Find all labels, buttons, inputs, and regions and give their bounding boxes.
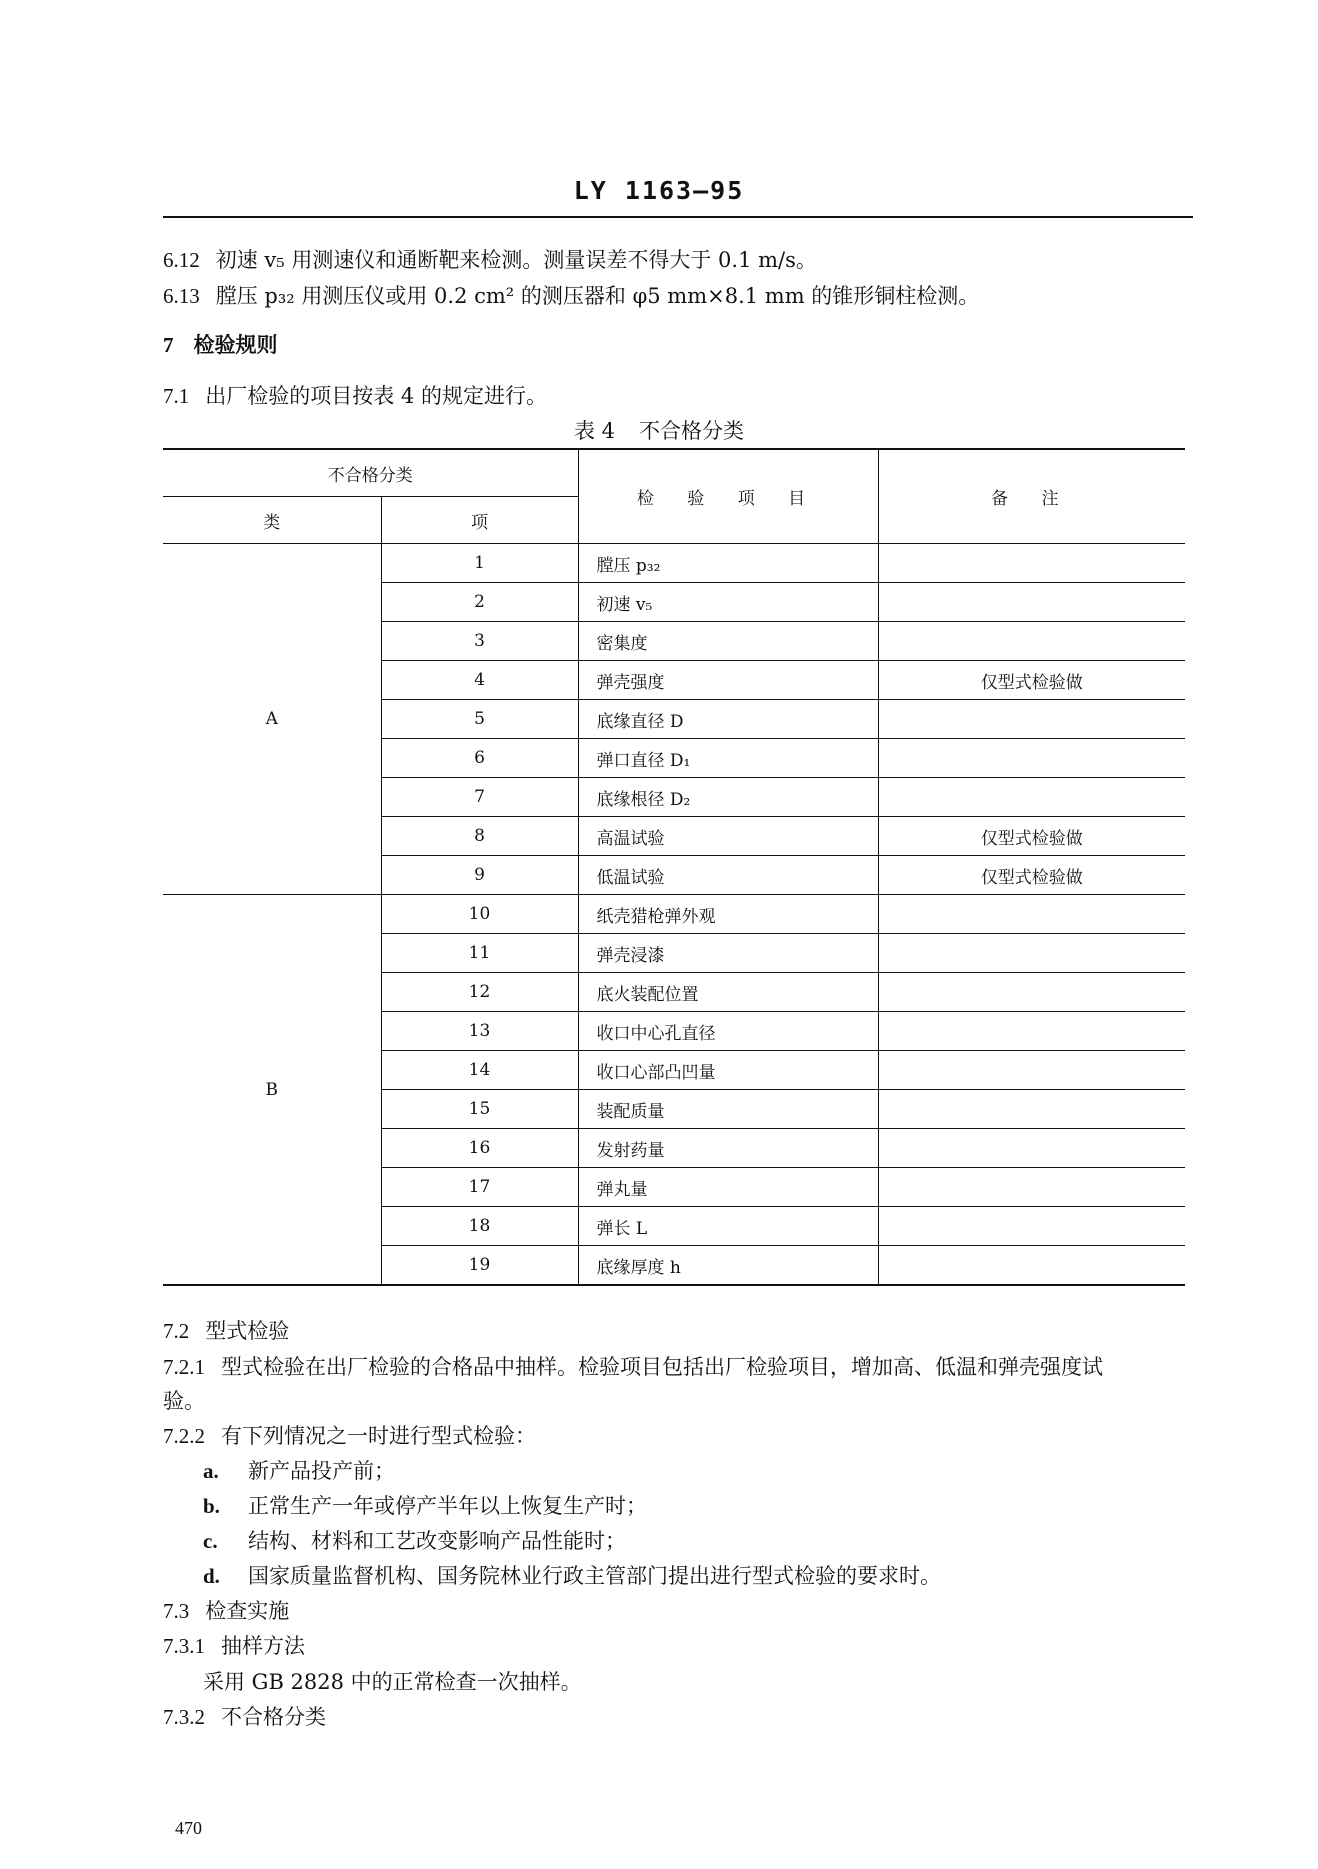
header-class: 类 xyxy=(163,497,381,544)
item-number-cell: 16 xyxy=(381,1129,578,1168)
header-group: 不合格分类 xyxy=(163,449,578,497)
inspection-item-cell: 弹口直径 D₁ xyxy=(578,739,878,778)
item-number-cell: 5 xyxy=(381,700,578,739)
clause-text: 出厂检验的项目按表 4 的规定进行。 xyxy=(205,384,547,408)
remark-cell: 仅型式检验做 xyxy=(878,856,1185,895)
remark-cell xyxy=(878,1129,1185,1168)
clause-text: 检查实施 xyxy=(205,1599,290,1623)
clause-7-2-1 xyxy=(163,1351,1103,1381)
clause-text: 初速 v₅ 用测速仪和通断靶来检测。测量误差不得大于 0.1 m/s。 xyxy=(215,248,817,272)
list-item-d xyxy=(203,1560,941,1590)
remark-cell xyxy=(878,583,1185,622)
clause-6-13 xyxy=(163,280,979,310)
clause-6-12 xyxy=(163,244,817,274)
remark-cell xyxy=(878,895,1185,934)
remark-cell xyxy=(878,973,1185,1012)
inspection-item-cell: 膛压 p₃₂ xyxy=(578,544,878,583)
remark-cell xyxy=(878,700,1185,739)
item-number-cell: 15 xyxy=(381,1090,578,1129)
table-title: 不合格分类 xyxy=(639,419,745,443)
list-marker: d. xyxy=(203,1564,220,1588)
item-number-cell: 8 xyxy=(381,817,578,856)
header-rule xyxy=(163,216,1193,218)
clause-number: 6.13 xyxy=(163,284,200,308)
class-a-cell: A xyxy=(163,544,381,895)
section-7-heading xyxy=(163,329,278,359)
list-marker: a. xyxy=(203,1459,219,1483)
item-number-cell: 1 xyxy=(381,544,578,583)
clause-number: 7.3.1 xyxy=(163,1634,205,1658)
inspection-item-cell: 装配质量 xyxy=(578,1090,878,1129)
remark-cell: 仅型式检验做 xyxy=(878,817,1185,856)
item-number-cell: 4 xyxy=(381,661,578,700)
list-marker: b. xyxy=(203,1494,220,1518)
inspection-item-cell: 弹长 L xyxy=(578,1207,878,1246)
list-item-b xyxy=(203,1490,647,1520)
item-number-cell: 7 xyxy=(381,778,578,817)
inspection-item-cell: 弹丸量 xyxy=(578,1168,878,1207)
item-number-cell: 6 xyxy=(381,739,578,778)
remark-cell xyxy=(878,1168,1185,1207)
clause-text: 有下列情况之一时进行型式检验： xyxy=(221,1424,536,1448)
clause-7-3-2 xyxy=(163,1701,326,1731)
clause-7-3 xyxy=(163,1595,289,1625)
clause-number: 7.3 xyxy=(163,1599,190,1623)
table-caption xyxy=(0,415,1318,445)
item-number-cell: 17 xyxy=(381,1168,578,1207)
remark-cell xyxy=(878,622,1185,661)
table-row xyxy=(163,544,1185,583)
inspection-item-cell: 收口中心孔直径 xyxy=(578,1012,878,1051)
list-text: 国家质量监督机构、国务院林业行政主管部门提出进行型式检验的要求时。 xyxy=(248,1564,941,1588)
remark-cell xyxy=(878,1090,1185,1129)
clause-number: 7.2 xyxy=(163,1319,190,1343)
page-number: 470 xyxy=(175,1818,202,1838)
inspection-item-cell: 高温试验 xyxy=(578,817,878,856)
remark-cell xyxy=(878,1012,1185,1051)
inspection-item-cell: 弹壳强度 xyxy=(578,661,878,700)
clause-number: 7.2.1 xyxy=(163,1355,205,1379)
remark-cell xyxy=(878,739,1185,778)
table-header-row xyxy=(163,449,1185,497)
inspection-item-cell: 底缘根径 D₂ xyxy=(578,778,878,817)
list-marker: c. xyxy=(203,1529,218,1553)
clause-text: 型式检验在出厂检验的合格品中抽样。检验项目包括出厂检验项目，增加高、低温和弹壳强度试 xyxy=(221,1355,1103,1379)
inspection-item-cell: 弹壳浸漆 xyxy=(578,934,878,973)
clause-7-3-1 xyxy=(163,1630,305,1660)
inspection-item-cell: 发射药量 xyxy=(578,1129,878,1168)
clause-7-2-1-continued: 验。 xyxy=(163,1389,205,1413)
item-number-cell: 13 xyxy=(381,1012,578,1051)
clause-number: 7.3.2 xyxy=(163,1705,205,1729)
item-number-cell: 18 xyxy=(381,1207,578,1246)
inspection-item-cell: 低温试验 xyxy=(578,856,878,895)
class-b-cell: B xyxy=(163,895,381,1286)
clause-7-3-1-body: 采用 GB 2828 中的正常检查一次抽样。 xyxy=(203,1670,582,1694)
header-inspection-item: 检 验 项 目 xyxy=(578,449,878,544)
clause-number: 7.1 xyxy=(163,384,190,408)
inspection-item-cell: 底缘厚度 h xyxy=(578,1246,878,1286)
inspection-item-cell: 底火装配位置 xyxy=(578,973,878,1012)
nonconformity-table xyxy=(163,448,1185,1286)
remark-cell xyxy=(878,1246,1185,1286)
clause-text: 抽样方法 xyxy=(221,1634,305,1658)
clause-text: 型式检验 xyxy=(205,1319,290,1343)
section-title: 检验规则 xyxy=(193,332,278,357)
clause-number: 7.2.2 xyxy=(163,1424,205,1448)
table-body xyxy=(163,544,1185,1286)
clause-7-1 xyxy=(163,380,547,410)
inspection-item-cell: 收口心部凸凹量 xyxy=(578,1051,878,1090)
header-remark: 备 注 xyxy=(878,449,1185,544)
item-number-cell: 10 xyxy=(381,895,578,934)
standard-code: LY 1163—95 xyxy=(573,176,745,205)
inspection-item-cell: 密集度 xyxy=(578,622,878,661)
clause-text: 不合格分类 xyxy=(221,1705,326,1729)
clause-7-2 xyxy=(163,1315,289,1345)
list-item-c xyxy=(203,1525,626,1555)
header-item-number: 项 xyxy=(381,497,578,544)
clause-number: 6.12 xyxy=(163,248,200,272)
remark-cell xyxy=(878,778,1185,817)
list-text: 结构、材料和工艺改变影响产品性能时； xyxy=(248,1529,626,1553)
item-number-cell: 11 xyxy=(381,934,578,973)
list-item-a xyxy=(203,1455,395,1485)
list-text: 新产品投产前； xyxy=(248,1459,395,1483)
item-number-cell: 9 xyxy=(381,856,578,895)
inspection-item-cell: 纸壳猎枪弹外观 xyxy=(578,895,878,934)
inspection-item-cell: 底缘直径 D xyxy=(578,700,878,739)
clause-7-2-2 xyxy=(163,1420,536,1450)
item-number-cell: 2 xyxy=(381,583,578,622)
section-number: 7 xyxy=(163,333,174,357)
inspection-item-cell: 初速 v₅ xyxy=(578,583,878,622)
list-text: 正常生产一年或停产半年以上恢复生产时； xyxy=(248,1494,647,1518)
remark-cell: 仅型式检验做 xyxy=(878,661,1185,700)
item-number-cell: 19 xyxy=(381,1246,578,1286)
table-row xyxy=(163,895,1185,934)
remark-cell xyxy=(878,1207,1185,1246)
remark-cell xyxy=(878,544,1185,583)
remark-cell xyxy=(878,934,1185,973)
item-number-cell: 12 xyxy=(381,973,578,1012)
table-number: 表 4 xyxy=(573,419,616,443)
clause-text: 膛压 p₃₂ 用测压仪或用 0.2 cm² 的测压器和 φ5 mm×8.1 mm 的锥形铜柱检测。 xyxy=(215,284,980,308)
remark-cell xyxy=(878,1051,1185,1090)
item-number-cell: 3 xyxy=(381,622,578,661)
item-number-cell: 14 xyxy=(381,1051,578,1090)
